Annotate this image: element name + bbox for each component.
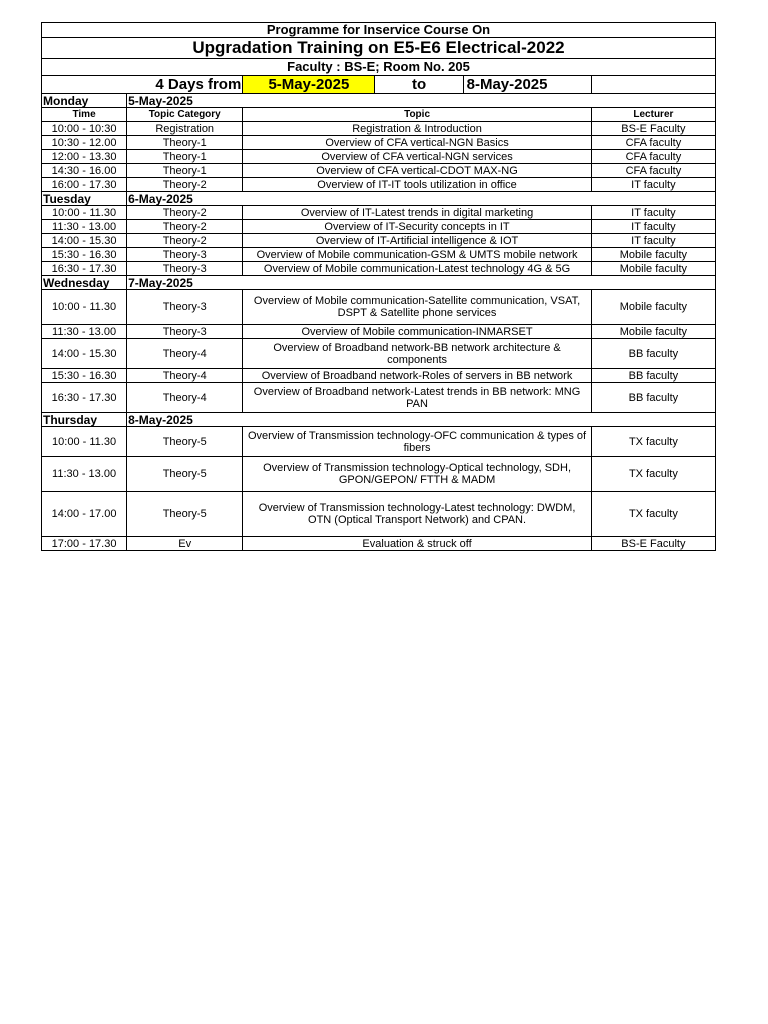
col-category-header: Topic Category <box>127 108 243 122</box>
session-category: Theory-3 <box>127 248 243 262</box>
table-row <box>42 248 716 262</box>
session-topic: Overview of Mobile communication-INMARSET <box>243 325 592 339</box>
session-topic: Overview of Broadband network-Roles of servers in BB network <box>243 369 592 383</box>
table-row <box>42 220 716 234</box>
col-topic-header: Topic <box>243 108 592 122</box>
session-topic: Overview of IT-Latest trends in digital marketing <box>243 206 592 220</box>
table-row <box>42 427 716 457</box>
session-lecturer: CFA faculty <box>591 136 715 150</box>
session-lecturer: IT faculty <box>591 206 715 220</box>
session-time: 14:00 - 15.30 <box>42 339 127 369</box>
session-time: 10:00 - 11.30 <box>42 427 127 457</box>
table-row <box>42 537 716 551</box>
session-category: Theory-2 <box>127 206 243 220</box>
session-category: Theory-4 <box>127 339 243 369</box>
session-time: 14:30 - 16.00 <box>42 164 127 178</box>
session-category: Theory-5 <box>127 427 243 457</box>
table-row <box>42 262 716 276</box>
table-row <box>42 206 716 220</box>
table-row <box>42 122 716 136</box>
to-label: to <box>375 76 463 94</box>
day-header <box>42 94 716 108</box>
faculty-room: Faculty : BS-E; Room No. 205 <box>42 59 716 76</box>
session-time: 14:00 - 15.30 <box>42 234 127 248</box>
session-lecturer: BS-E Faculty <box>591 537 715 551</box>
day-date: 5-May-2025 <box>127 94 716 108</box>
session-category: Theory-5 <box>127 457 243 492</box>
table-row <box>42 178 716 192</box>
session-lecturer: CFA faculty <box>591 150 715 164</box>
session-lecturer: BB faculty <box>591 369 715 383</box>
table-row <box>42 234 716 248</box>
session-category: Ev <box>127 537 243 551</box>
table-row <box>42 457 716 492</box>
session-lecturer: CFA faculty <box>591 164 715 178</box>
session-category: Theory-4 <box>127 383 243 413</box>
day-name: Thursday <box>42 413 127 427</box>
session-category: Theory-3 <box>127 325 243 339</box>
session-category: Theory-5 <box>127 492 243 537</box>
session-topic: Overview of IT-Artificial intelligence & IOT <box>243 234 592 248</box>
session-time: 10:00 - 11.30 <box>42 206 127 220</box>
session-category: Theory-1 <box>127 150 243 164</box>
session-lecturer: Mobile faculty <box>591 262 715 276</box>
session-lecturer: IT faculty <box>591 178 715 192</box>
session-lecturer: IT faculty <box>591 234 715 248</box>
session-topic: Evaluation & struck off <box>243 537 592 551</box>
session-time: 16:30 - 17.30 <box>42 383 127 413</box>
session-topic: Overview of Transmission technology-Latest technology: DWDM, OTN (Optical Transport Network) and CPAN. <box>243 492 592 537</box>
session-lecturer: Mobile faculty <box>591 290 715 325</box>
session-time: 11:30 - 13.00 <box>42 220 127 234</box>
session-topic: Overview of Broadband network-Latest trends in BB network: MNG PAN <box>243 383 592 413</box>
session-lecturer: TX faculty <box>591 492 715 537</box>
session-category: Theory-2 <box>127 234 243 248</box>
table-row <box>42 383 716 413</box>
session-topic: Overview of CFA vertical-CDOT MAX-NG <box>243 164 592 178</box>
session-time: 14:00 - 17.00 <box>42 492 127 537</box>
schedule-table <box>41 22 716 551</box>
session-topic: Overview of CFA vertical-NGN Basics <box>243 136 592 150</box>
session-topic: Registration & Introduction <box>243 122 592 136</box>
day-header <box>42 276 716 290</box>
col-time-header: Time <box>42 108 127 122</box>
session-topic: Overview of Mobile communication-GSM & UMTS mobile network <box>243 248 592 262</box>
session-category: Theory-2 <box>127 220 243 234</box>
day-name: Monday <box>42 94 127 108</box>
session-topic: Overview of IT-Security concepts in IT <box>243 220 592 234</box>
table-row <box>42 339 716 369</box>
session-topic: Overview of IT-IT tools utilization in office <box>243 178 592 192</box>
session-topic: Overview of Mobile communication-Latest technology 4G & 5G <box>243 262 592 276</box>
session-lecturer: Mobile faculty <box>591 248 715 262</box>
session-time: 15:30 - 16.30 <box>42 248 127 262</box>
session-category: Registration <box>127 122 243 136</box>
session-category: Theory-3 <box>127 262 243 276</box>
session-time: 10:30 - 12.00 <box>42 136 127 150</box>
programme-heading: Programme for Inservice Course On <box>42 23 716 38</box>
session-lecturer: Mobile faculty <box>591 325 715 339</box>
session-topic: Overview of Mobile communication-Satellite communication, VSAT, DSPT & Satellite phone services <box>243 290 592 325</box>
course-title: Upgradation Training on E5-E6 Electrical-2022 <box>42 38 716 59</box>
session-category: Theory-1 <box>127 136 243 150</box>
session-time: 10:00 - 11.30 <box>42 290 127 325</box>
session-topic: Overview of CFA vertical-NGN services <box>243 150 592 164</box>
table-row <box>42 369 716 383</box>
day-header <box>42 413 716 427</box>
table-row <box>42 290 716 325</box>
session-time: 11:30 - 13.00 <box>42 325 127 339</box>
session-time: 15:30 - 16.30 <box>42 369 127 383</box>
table-row <box>42 136 716 150</box>
session-category: Theory-3 <box>127 290 243 325</box>
day-name: Wednesday <box>42 276 127 290</box>
session-time: 10:00 - 10:30 <box>42 122 127 136</box>
session-lecturer: TX faculty <box>591 457 715 492</box>
session-time: 11:30 - 13.00 <box>42 457 127 492</box>
session-lecturer: BS-E Faculty <box>591 122 715 136</box>
session-category: Theory-2 <box>127 178 243 192</box>
col-lecturer-header: Lecturer <box>591 108 715 122</box>
to-date: 8-May-2025 <box>463 76 591 94</box>
session-category: Theory-4 <box>127 369 243 383</box>
session-time: 16:00 - 17.30 <box>42 178 127 192</box>
table-row <box>42 492 716 537</box>
header-spacer <box>591 76 715 94</box>
session-lecturer: TX faculty <box>591 427 715 457</box>
session-topic: Overview of Transmission technology-Optical technology, SDH, GPON/GEPON/ FTTH & MADM <box>243 457 592 492</box>
session-lecturer: IT faculty <box>591 220 715 234</box>
table-row <box>42 150 716 164</box>
session-time: 16:30 - 17.30 <box>42 262 127 276</box>
table-row <box>42 325 716 339</box>
day-date: 7-May-2025 <box>127 276 716 290</box>
session-topic: Overview of Broadband network-BB network architecture & components <box>243 339 592 369</box>
day-header <box>42 192 716 206</box>
day-date: 6-May-2025 <box>127 192 716 206</box>
session-time: 12:00 - 13.30 <box>42 150 127 164</box>
day-date: 8-May-2025 <box>127 413 716 427</box>
session-lecturer: BB faculty <box>591 339 715 369</box>
day-name: Tuesday <box>42 192 127 206</box>
session-lecturer: BB faculty <box>591 383 715 413</box>
session-time: 17:00 - 17.30 <box>42 537 127 551</box>
session-topic: Overview of Transmission technology-OFC communication & types of fibers <box>243 427 592 457</box>
from-date: 5-May-2025 <box>243 76 375 94</box>
days-label: 4 Days from <box>42 76 243 94</box>
table-row <box>42 164 716 178</box>
column-header-row <box>42 108 716 122</box>
session-category: Theory-1 <box>127 164 243 178</box>
